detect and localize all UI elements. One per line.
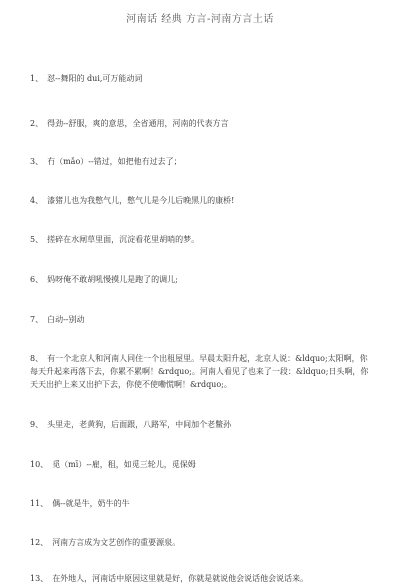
list-item-2 — [30, 117, 375, 130]
item-number: 2、 — [30, 119, 44, 128]
item-number: 7、 — [30, 315, 44, 324]
item-number: 13、 — [30, 574, 49, 583]
item-text: 妈呀俺不敢胡吼慢摸儿是跑了的调儿; — [47, 275, 178, 284]
document-title: 河南话 经典 方言-河南方言土话 — [126, 14, 274, 25]
list-item-6 — [30, 273, 375, 286]
item-number: 3、 — [30, 157, 44, 166]
list-item-1 — [30, 72, 375, 85]
item-text: 在外地人，河南话中原因这里就是好，你就是就说他会说话他会说话来。 — [52, 574, 309, 583]
item-number: 9、 — [30, 420, 44, 429]
item-text: 漆猪儿也为我憋气儿，憋气儿是今儿后晚黑儿的康桥! — [47, 196, 235, 205]
list-item-8 — [30, 352, 375, 391]
item-number: 8、 — [30, 354, 44, 363]
list-item-9 — [30, 418, 375, 431]
item-number: 12、 — [30, 538, 49, 547]
list-item-12 — [30, 536, 375, 549]
item-text: 偶--就是牛，奶牛的牛 — [52, 499, 130, 508]
item-number: 6、 — [30, 275, 44, 284]
item-text: 冇（mǎo）--错过，如把他冇过去了； — [47, 157, 182, 166]
list-item-11 — [30, 497, 375, 510]
item-number: 11、 — [30, 499, 49, 508]
item-text: 白动--别动 — [47, 315, 85, 324]
item-number: 1、 — [30, 74, 44, 83]
item-text: 河南方言成为文艺创作的重要源泉。 — [52, 538, 181, 547]
list-item-3 — [30, 155, 375, 168]
item-text: 得劲--舒服，爽的意思，全省通用，河南的代表方言 — [47, 119, 229, 128]
list-item-13 — [30, 572, 375, 583]
item-text: 怼--舞阳的 dui,可万能动词 — [47, 74, 143, 83]
item-number: 10、 — [30, 460, 49, 469]
list-item-4 — [30, 194, 375, 207]
item-text: 头里走，老黄狗，后面跟，八路军，中间加个老鳖孙 — [47, 420, 232, 429]
list-item-5 — [30, 233, 375, 246]
item-text: 搓碎在水闸草里面，沉淀看花里胡哨的梦。 — [47, 235, 200, 244]
item-text: 觅（mī）--雇，租，如觅三轮儿，觅保姆 — [52, 460, 196, 469]
item-number: 4、 — [30, 196, 44, 205]
item-text: 有一个北京人和河南人同住一个出租屋里。早晨太阳升起，北京人说：&ldquo;太阳啊，你每天升起来再落下去，你累不累啊！&rdquo;。河南人看见了也来了一段：&ldquo;日头啊，你天天出护上来又出护下去，你使不使嘞慌啊！&rdquo;。 — [30, 354, 369, 389]
item-number: 5、 — [30, 235, 44, 244]
list-item-10 — [30, 458, 375, 471]
page-header — [0, 10, 400, 25]
list-item-7 — [30, 313, 375, 326]
